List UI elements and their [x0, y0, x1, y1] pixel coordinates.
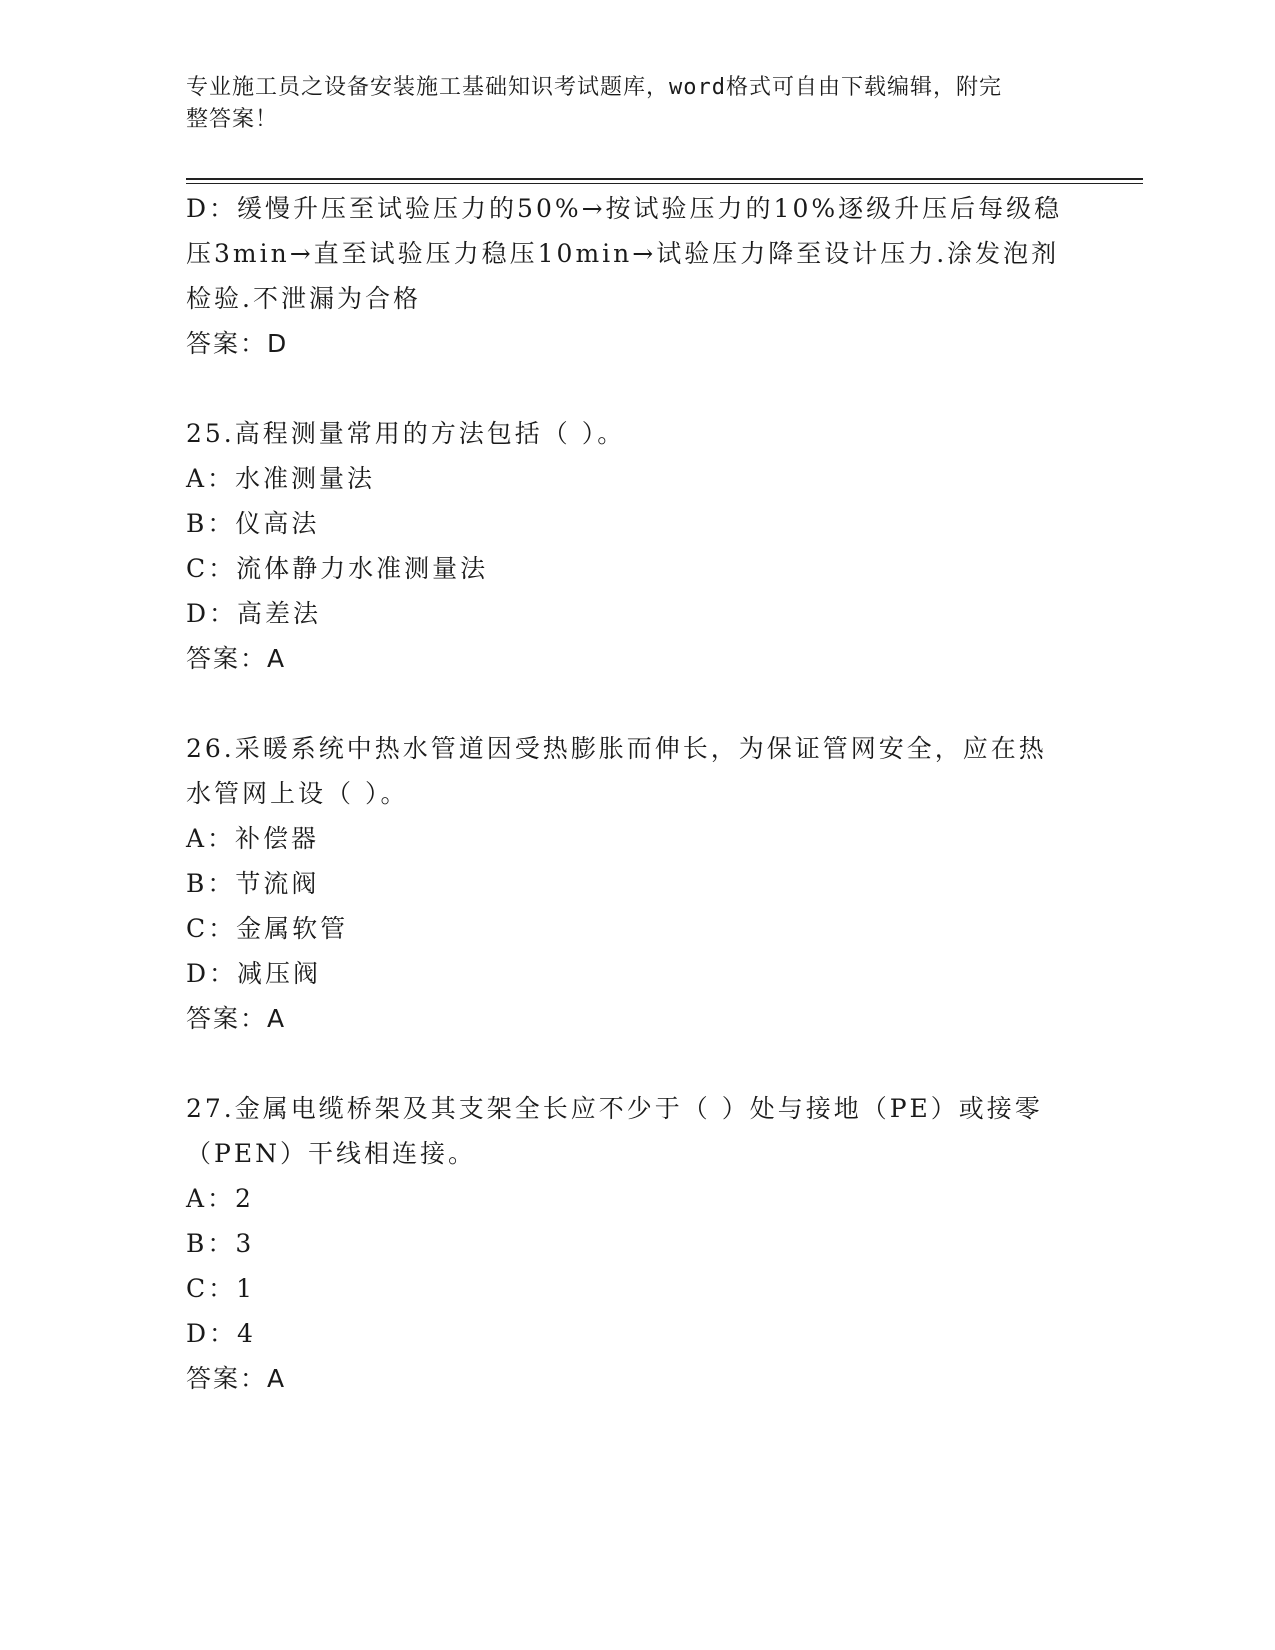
question-27-option-b: B：3: [186, 1229, 255, 1258]
option-d-line-2: 压3min→直至试验压力稳压10min→试验压力降至设计压力.涂发泡剂: [186, 239, 1060, 268]
question-26: [186, 726, 1066, 1041]
answer-24: 答案：D: [186, 329, 289, 358]
spacer: [186, 366, 1066, 411]
question-25-option-d: D：高差法: [186, 599, 322, 628]
option-d-line-3: 检验.不泄漏为合格: [186, 284, 421, 313]
question-27-option-a: A：2: [186, 1184, 254, 1213]
question-27: [186, 1086, 1066, 1401]
question-25-option-a: A：水准测量法: [186, 464, 376, 493]
question-26-stem-line-1: 26.采暖系统中热水管道因受热膨胀而伸长，为保证管网安全，应在热: [186, 734, 1047, 763]
header-line-1: 专业施工员之设备安装施工基础知识考试题库，word格式可自由下载编辑，附完: [186, 75, 1002, 100]
question-25-stem: 25.高程测量常用的方法包括（ ）。: [186, 419, 626, 448]
question-24-continued: [186, 186, 1066, 366]
spacer: [186, 681, 1066, 726]
answer-25: 答案：A: [186, 644, 287, 673]
question-27-stem-line-1: 27.金属电缆桥架及其支架全长应不少于（ ）处与接地（PE）或接零: [186, 1094, 1043, 1123]
question-27-option-d: D：4: [186, 1319, 256, 1348]
question-27-stem-line-2: （PEN）干线相连接。: [186, 1139, 476, 1168]
question-26-option-a: A：补偿器: [186, 824, 320, 853]
question-list: [186, 186, 1066, 1401]
document-header: [186, 72, 1066, 136]
answer-26: 答案：A: [186, 1004, 287, 1033]
spacer: [186, 1041, 1066, 1086]
question-26-stem-line-2: 水管网上设（ ）。: [186, 779, 409, 808]
question-26-option-b: B：节流阀: [186, 869, 320, 898]
option-d-line-1: D：缓慢升压至试验压力的50%→按试验压力的10%逐级升压后每级稳: [186, 194, 1063, 223]
question-25-option-b: B：仪高法: [186, 509, 320, 538]
answer-27: 答案：A: [186, 1364, 287, 1393]
question-25: [186, 411, 1066, 681]
question-26-option-d: D：减压阀: [186, 959, 322, 988]
question-25-option-c: C：流体静力水准测量法: [186, 554, 489, 583]
header-line-2: 整答案！: [186, 107, 279, 132]
question-26-option-c: C：金属软管: [186, 914, 349, 943]
header-divider-thin: [186, 183, 1143, 184]
question-27-option-c: C：1: [186, 1274, 256, 1303]
header-divider: [186, 178, 1143, 180]
